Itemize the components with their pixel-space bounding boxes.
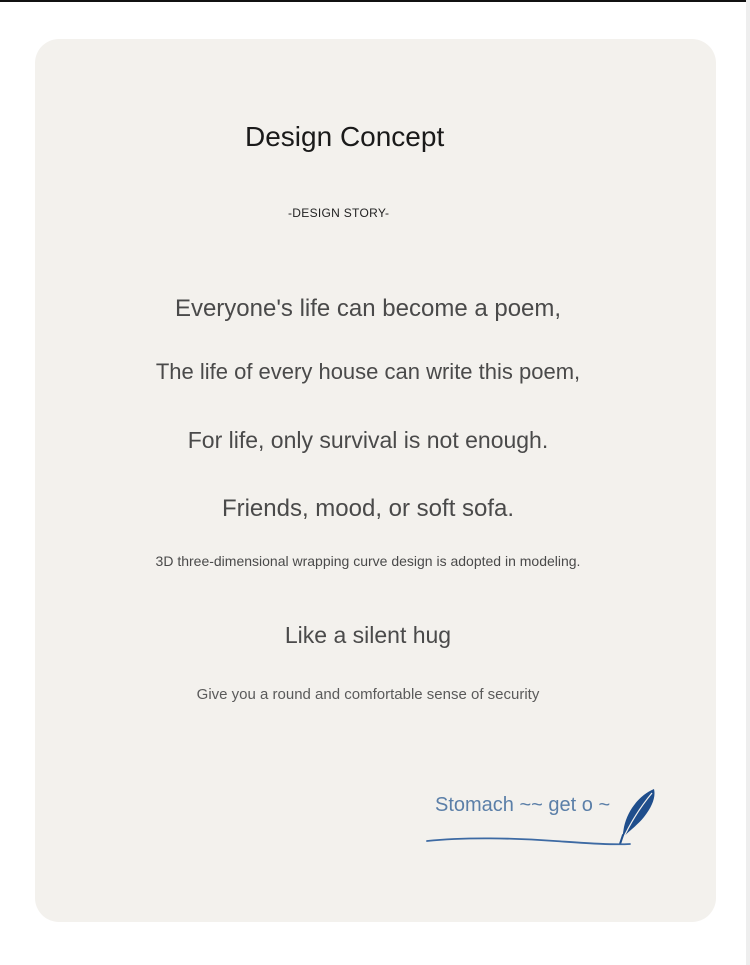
page-title: Design Concept	[245, 121, 445, 152]
design-note: 3D three-dimensional wrapping curve design is adopted in modeling.	[155, 553, 581, 569]
section-subtitle: -DESIGN STORY-	[288, 206, 390, 220]
signature-text: Stomach ~~ get o ~	[435, 794, 611, 816]
top-border	[0, 0, 750, 2]
poem-line-1: Everyone's life can become a poem,	[174, 295, 562, 322]
poem-line-6: Like a silent hug	[284, 622, 452, 648]
poem-line-4: Friends, mood, or soft sofa.	[221, 495, 515, 522]
poem-line-3: For life, only survival is not enough.	[187, 427, 549, 453]
signature-underline	[425, 834, 635, 850]
comfort-note: Give you a round and comfortable sense of security	[196, 686, 540, 703]
right-edge-strip	[746, 0, 750, 965]
poem-line-2: The life of every house can write this poem,	[155, 359, 581, 384]
design-story-card	[35, 39, 716, 922]
